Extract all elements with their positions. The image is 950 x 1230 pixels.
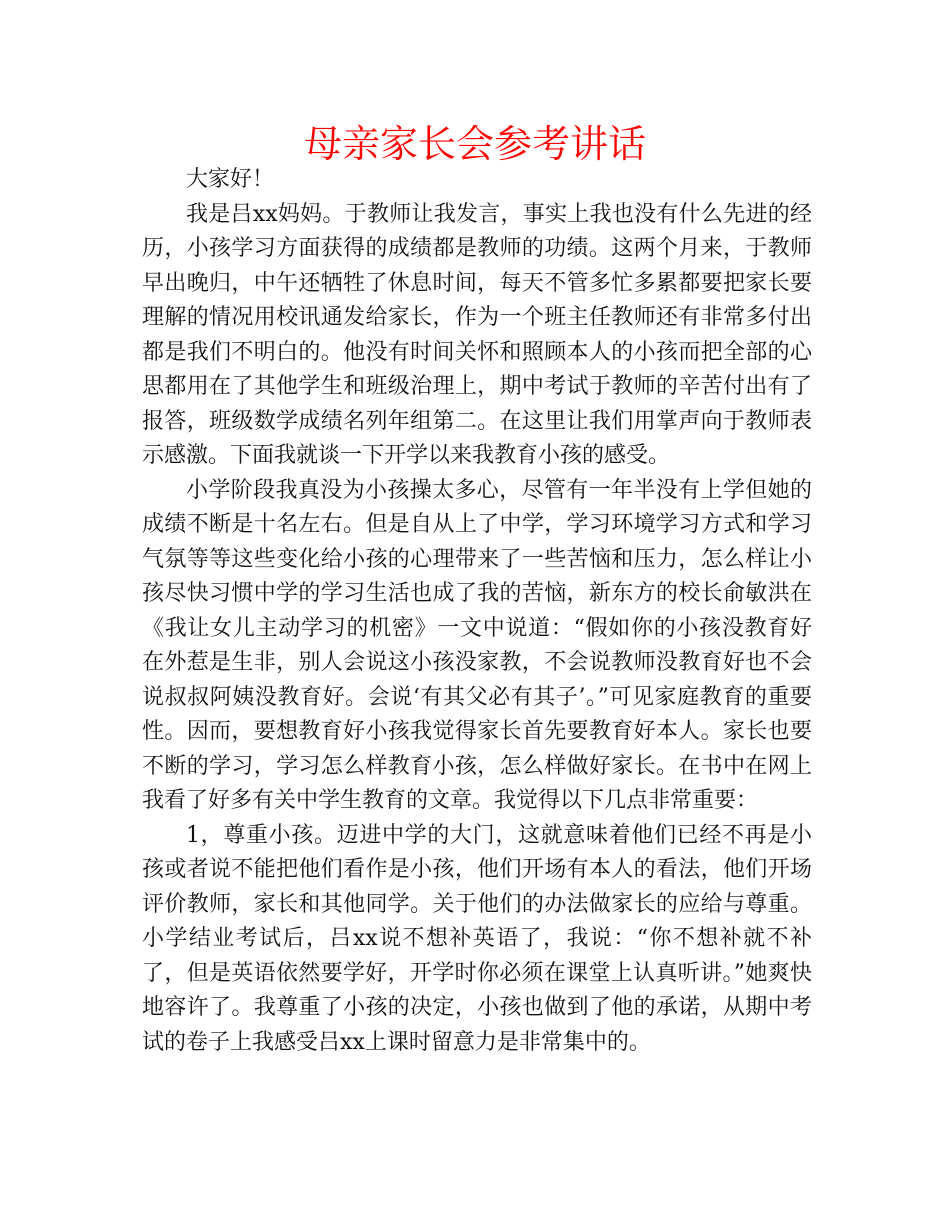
paragraph-introduction: 我是吕xx妈妈。于教师让我发言，事实上我也没有什么先进的经历，小孩学习方面获得的成绩都是教师的功绩。这两个月来，于教师早出晚归，中午还牺牲了休息时间，每天不管多忙多累都要把家长要理解的情况用校讯通发给家长，作为一个班主任教师还有非常多付出都是我们不明白的。他没有时间关怀和照顾本人的小孩而把全部的心思都用在了其他学生和班级治理上，期中考试于教师的辛苦付出有了报答，班级数学成绩名列年组第二。在这里让我们用掌声向于教师表示感激。下面我就谈一下开学以来我教育小孩的感受。 (142, 201, 812, 468)
paragraph-point-1-respect: 1，尊重小孩。迈进中学的大门，这就意味着他们已经不再是小孩或者说不能把他们看作是小孩，他们开场有本人的看法，他们开场评价教师，家长和其他同学。关于他们的办法做家长的应给与尊重。小学结业考试后，吕xx说不想补英语了，我说：“你不想补就不补了，但是英语依然要学好，开学时你必须在课堂上认真听讲。”她爽快地容许了。我尊重了小孩的决定，小孩也做到了他的承诺，从期中考试的卷子上我感受吕xx上课时留意力是非常集中的。 (142, 822, 812, 1055)
document-body (142, 163, 812, 1060)
document-title: 母亲家长会参考讲话 (303, 122, 646, 166)
paragraph-family-education: 小学阶段我真没为小孩操太多心，尽管有一年半没有上学但她的成绩不断是十名左右。但是自从上了中学，学习环境学习方式和学习气氛等等这些变化给小孩的心理带来了一些苦恼和压力，怎么样让小孩尽快习惯中学的学习生活也成了我的苦恼，新东方的校长俞敏洪在《我让女儿主动学习的机密》一文中说道：“假如你的小孩没教育好在外惹是生非，别人会说这小孩没家教，不会说教师没教育好也不会说叔叔阿姨没教育好。会说‘有其父必有其子’。”可见家庭教育的重要性。因而，要想教育好小孩我觉得家长首先要教育好本人。家长也要不断的学习，学习怎么样教育小孩，怎么样做好家长。在书中在网上我看了好多有关中学生教育的文章。我觉得以下几点非常重要： (142, 477, 812, 813)
paragraph-greeting: 大家好！ (186, 167, 275, 192)
